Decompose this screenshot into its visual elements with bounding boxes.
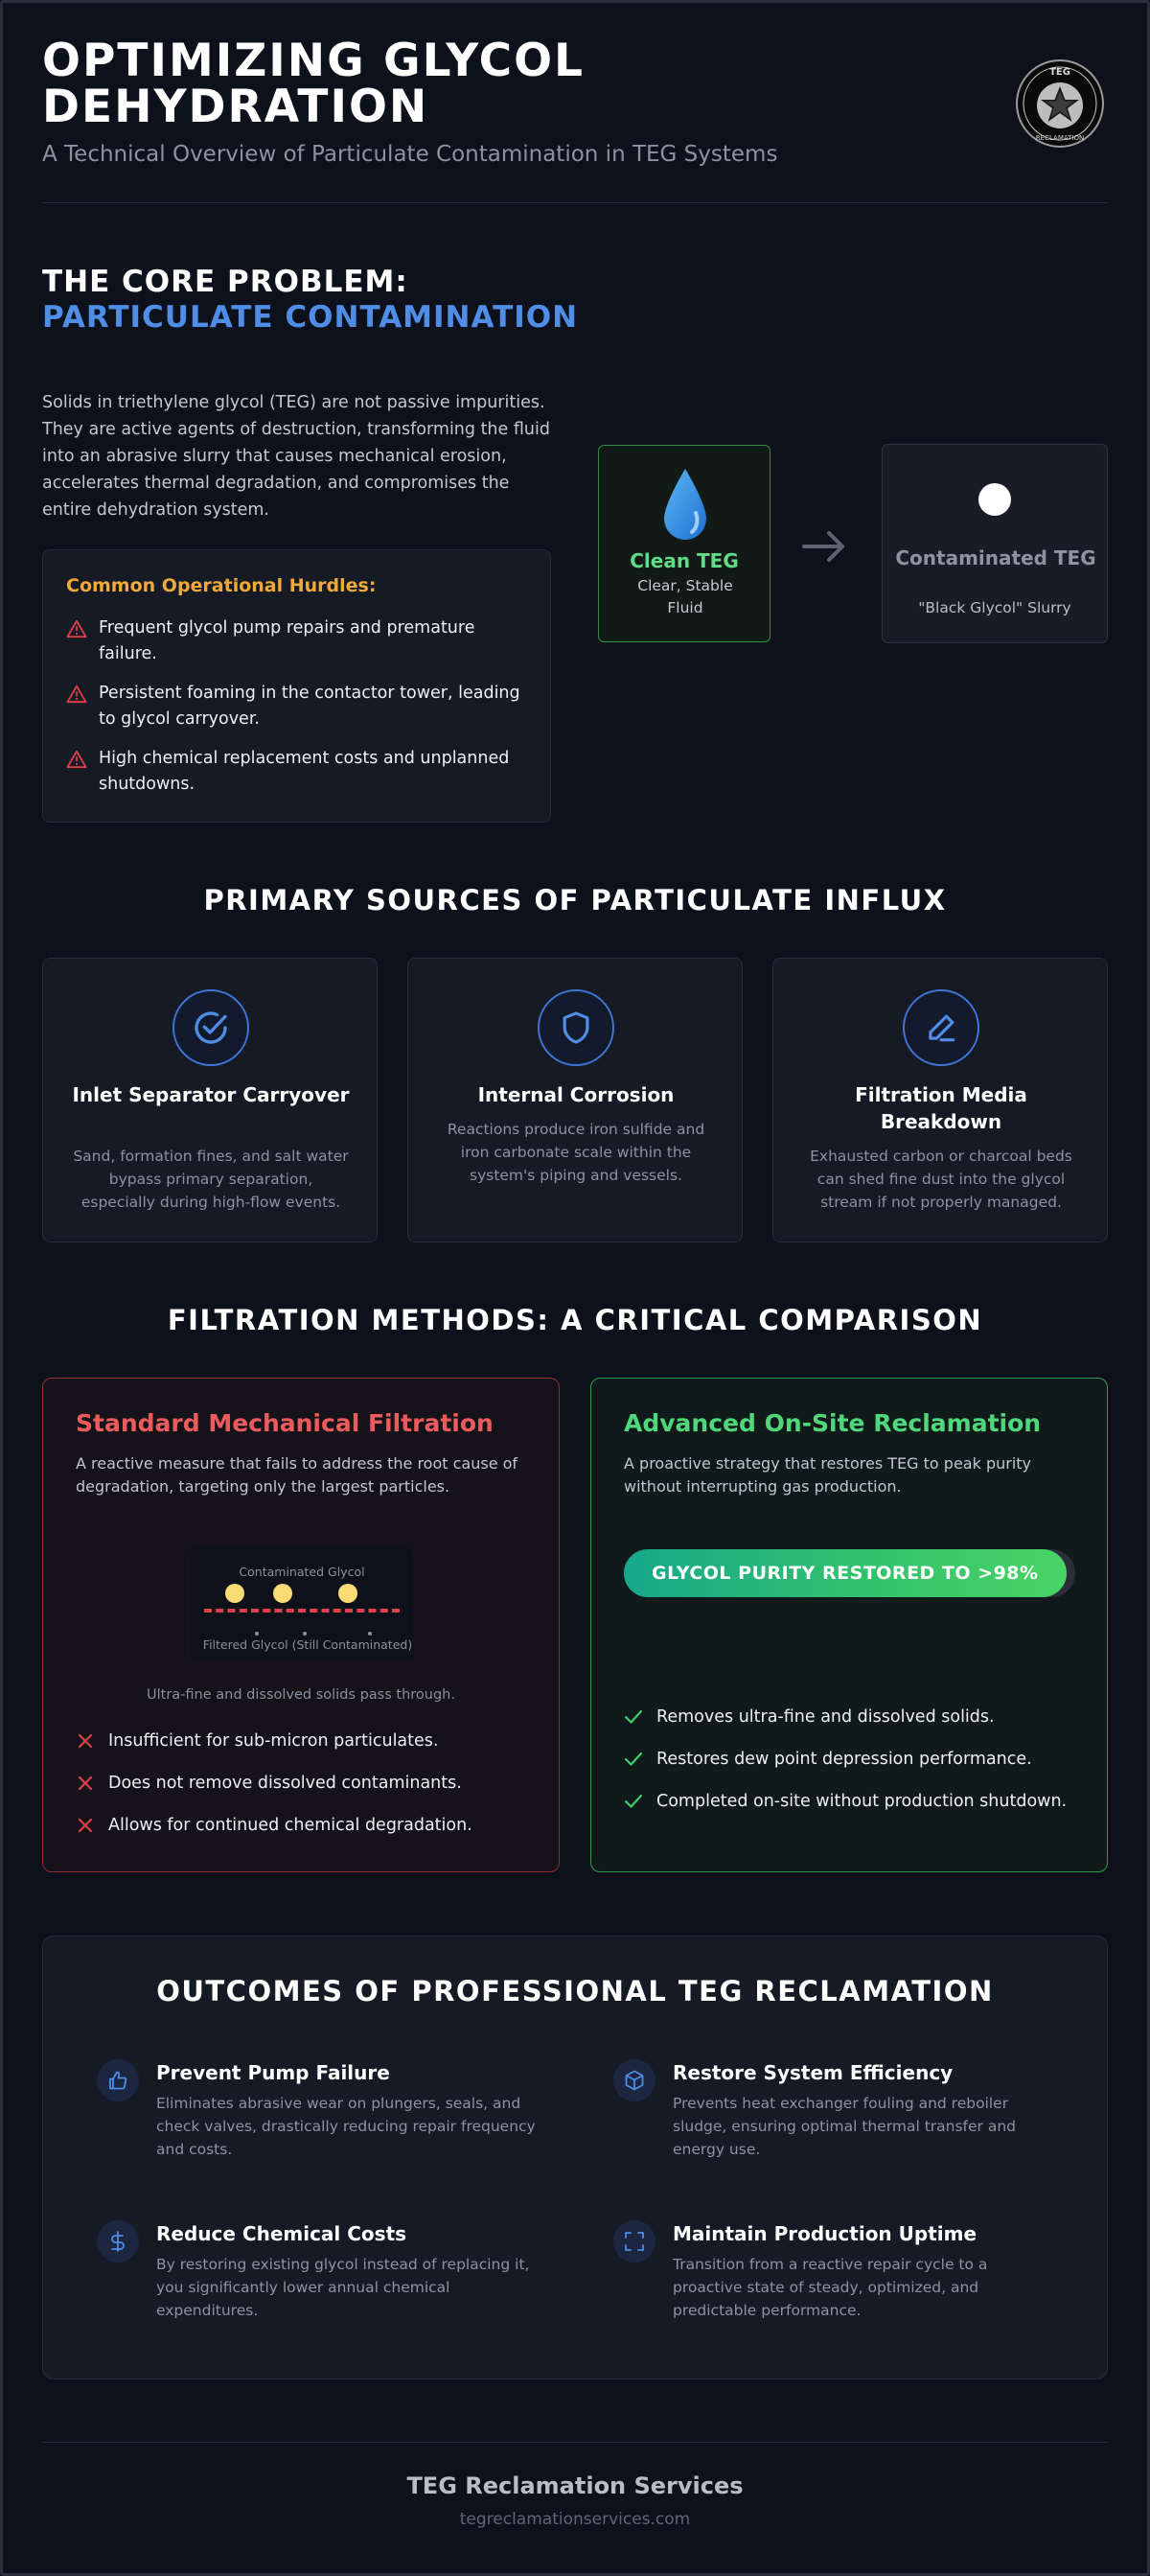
fine-particle	[368, 1632, 372, 1636]
source-icon-wrap	[903, 989, 979, 1066]
shield-icon	[558, 1010, 594, 1046]
hurdle-text: High chemical replacement costs and unplanned shutdowns.	[99, 749, 510, 794]
contaminated-teg-card	[882, 444, 1108, 643]
warning-triangle-icon	[66, 685, 87, 704]
drawback-item	[76, 1771, 536, 1797]
standard-filtration-card	[42, 1378, 560, 1872]
outcome-desc: By restoring existing glycol instead of replacing it, you significantly lower annual chemical expenditures.	[156, 2256, 530, 2319]
arrow-right-icon	[800, 525, 848, 568]
purity-label: GLYCOL PURITY RESTORED TO >98%	[652, 1563, 1039, 1584]
fine-particle	[303, 1632, 307, 1636]
page-title: OPTIMIZING GLYCOL DEHYDRATION	[42, 35, 586, 133]
drawback-item	[76, 1813, 536, 1839]
drawback-item	[76, 1729, 536, 1754]
benefit-item	[624, 1747, 1084, 1773]
sources-title: PRIMARY SOURCES OF PARTICULATE INFLUX	[203, 884, 947, 917]
page-header	[42, 35, 1108, 203]
check-icon	[624, 1751, 643, 1768]
source-name: Inlet Separator Carryover	[72, 1083, 350, 1106]
core-problem-heading-accent: PARTICULATE CONTAMINATION	[42, 300, 579, 335]
page-subtitle: A Technical Overview of Particulate Contamination in TEG Systems	[42, 142, 778, 167]
benefit-item	[624, 1705, 1084, 1730]
large-particle	[338, 1584, 357, 1603]
source-card-filtration	[772, 958, 1108, 1242]
warning-triangle-icon	[66, 619, 87, 638]
check-circle-icon	[192, 1009, 230, 1047]
benefit-text: Removes ultra-fine and dissolved solids.	[656, 1707, 995, 1727]
drawback-text: Allows for continued chemical degradation.	[108, 1816, 472, 1835]
core-problem-text: Solids in triethylene glycol (TEG) are not passive impurities. They are active agents of destruction, transforming the fluid into an abrasive slurry that causes mechanical erosion, accelerates thermal degradation, and compromises the entire dehydration system.	[42, 393, 550, 520]
large-particle	[273, 1584, 292, 1603]
advanced-reclamation-card	[590, 1378, 1108, 1872]
core-problem-heading-text: THE CORE PROBLEM:	[42, 265, 408, 299]
pencil-icon	[923, 1010, 959, 1046]
clean-teg-sub: Clear, Stable Fluid	[637, 577, 733, 616]
source-desc: Exhausted carbon or charcoal beds can shed fine dust into the glycol stream if not properly managed.	[810, 1148, 1072, 1211]
footer-website-link[interactable]: tegreclamationservices.com	[459, 2510, 691, 2529]
outcome-name: Reduce Chemical Costs	[156, 2222, 407, 2245]
outcome-icon-wrap	[613, 2059, 656, 2101]
dollar-icon	[106, 2230, 129, 2253]
outcome-icon-wrap	[613, 2220, 656, 2263]
footer-divider	[42, 2442, 1108, 2443]
outcome-icon-wrap	[97, 2059, 139, 2101]
fine-particle	[255, 1632, 259, 1636]
hurdle-text: Persistent foaming in the contactor tower, leading to glycol carryover.	[99, 684, 520, 729]
benefit-text: Restores dew point depression performance.	[656, 1750, 1032, 1769]
hurdle-item	[66, 615, 527, 667]
advanced-title: Advanced On-Site Reclamation	[624, 1409, 1042, 1437]
benefit-item	[624, 1789, 1084, 1815]
advanced-desc: A proactive strategy that restores TEG to peak purity without interrupting gas production.	[624, 1454, 1032, 1496]
outcome-name: Maintain Production Uptime	[673, 2222, 978, 2245]
outcome-name: Restore System Efficiency	[673, 2061, 954, 2084]
outcome-desc: Prevents heat exchanger fouling and reboiler sludge, ensuring optimal thermal transfer and energy use.	[673, 2095, 1017, 2158]
warning-triangle-icon	[66, 750, 87, 769]
source-desc: Reactions produce iron sulfide and iron carbonate scale within the system's piping and vessels.	[447, 1121, 705, 1184]
drawback-text: Does not remove dissolved contaminants.	[108, 1774, 462, 1793]
x-mark-icon	[76, 1817, 95, 1834]
teg-reclamation-logo	[1016, 59, 1104, 148]
source-desc: Sand, formation fines, and salt water bypass primary separation, especially during high-flow events.	[73, 1148, 349, 1211]
x-mark-icon	[76, 1775, 95, 1792]
clean-teg-label: Clean TEG	[630, 549, 739, 572]
hurdles-box	[42, 549, 551, 823]
source-card-inlet	[42, 958, 378, 1242]
svg-text:RECLAMATION: RECLAMATION	[1035, 134, 1085, 142]
contaminated-teg-label: Contaminated TEG	[895, 546, 1096, 569]
clean-teg-card	[598, 445, 770, 642]
hurdles-title: Common Operational Hurdles:	[66, 575, 377, 596]
outcome-icon-wrap	[97, 2220, 139, 2263]
source-icon-wrap	[538, 989, 614, 1066]
check-icon	[624, 1708, 643, 1726]
source-card-corrosion	[407, 958, 743, 1242]
standard-desc: A reactive measure that fails to address the root cause of degradation, targeting only the largest particles.	[76, 1454, 518, 1496]
footer-company-name: TEG Reclamation Services	[406, 2472, 744, 2499]
comparison-title: FILTRATION METHODS: A CRITICAL COMPARISON	[167, 1304, 983, 1336]
purity-bar-fill	[624, 1549, 1067, 1597]
source-name: Internal Corrosion	[477, 1083, 675, 1106]
outcomes-title: OUTCOMES OF PROFESSIONAL TEG RECLAMATION	[156, 1975, 994, 2007]
hurdle-text: Frequent glycol pump repairs and premature failure.	[99, 618, 475, 663]
x-mark-icon	[76, 1732, 95, 1750]
hurdle-item	[66, 746, 527, 798]
benefit-text: Completed on-site without production shutdown.	[656, 1792, 1068, 1811]
thumbs-up-icon	[106, 2069, 129, 2092]
filter-caption: Ultra-fine and dissolved solids pass through.	[147, 1687, 455, 1703]
filter-membrane	[204, 1609, 400, 1613]
drawback-text: Insufficient for sub-micron particulates.	[108, 1731, 439, 1751]
expand-icon	[623, 2230, 646, 2253]
outcome-name: Prevent Pump Failure	[156, 2061, 390, 2084]
core-problem-heading	[42, 265, 579, 336]
purity-bar	[624, 1549, 1075, 1597]
outcome-desc: Eliminates abrasive wear on plungers, seals, and check valves, drastically reducing repair frequency and costs.	[156, 2095, 536, 2158]
cube-icon	[623, 2069, 646, 2092]
source-icon-wrap	[172, 989, 249, 1066]
standard-drawbacks-list	[76, 1729, 536, 1855]
standard-title: Standard Mechanical Filtration	[76, 1409, 494, 1437]
advanced-benefits-list	[624, 1705, 1084, 1831]
source-name: Filtration Media Breakdown	[855, 1083, 1027, 1133]
contaminated-particle-icon	[978, 483, 1011, 516]
outcome-desc: Transition from a reactive repair cycle to a proactive state of steady, optimized, and predictable performance.	[673, 2256, 988, 2319]
large-particle	[225, 1584, 244, 1603]
contaminated-teg-sub: "Black Glycol" Slurry	[918, 599, 1071, 616]
hurdle-item	[66, 681, 527, 732]
filter-diagram-top-label: Contaminated Glycol	[239, 1565, 365, 1579]
outcomes-panel	[42, 1936, 1108, 2379]
filter-diagram	[191, 1547, 413, 1660]
filter-diagram-bottom-label: Filtered Glycol (Still Contaminated)	[202, 1637, 413, 1652]
water-drop-icon	[660, 467, 710, 544]
check-icon	[624, 1793, 643, 1810]
svg-text:TEG: TEG	[1049, 67, 1070, 78]
